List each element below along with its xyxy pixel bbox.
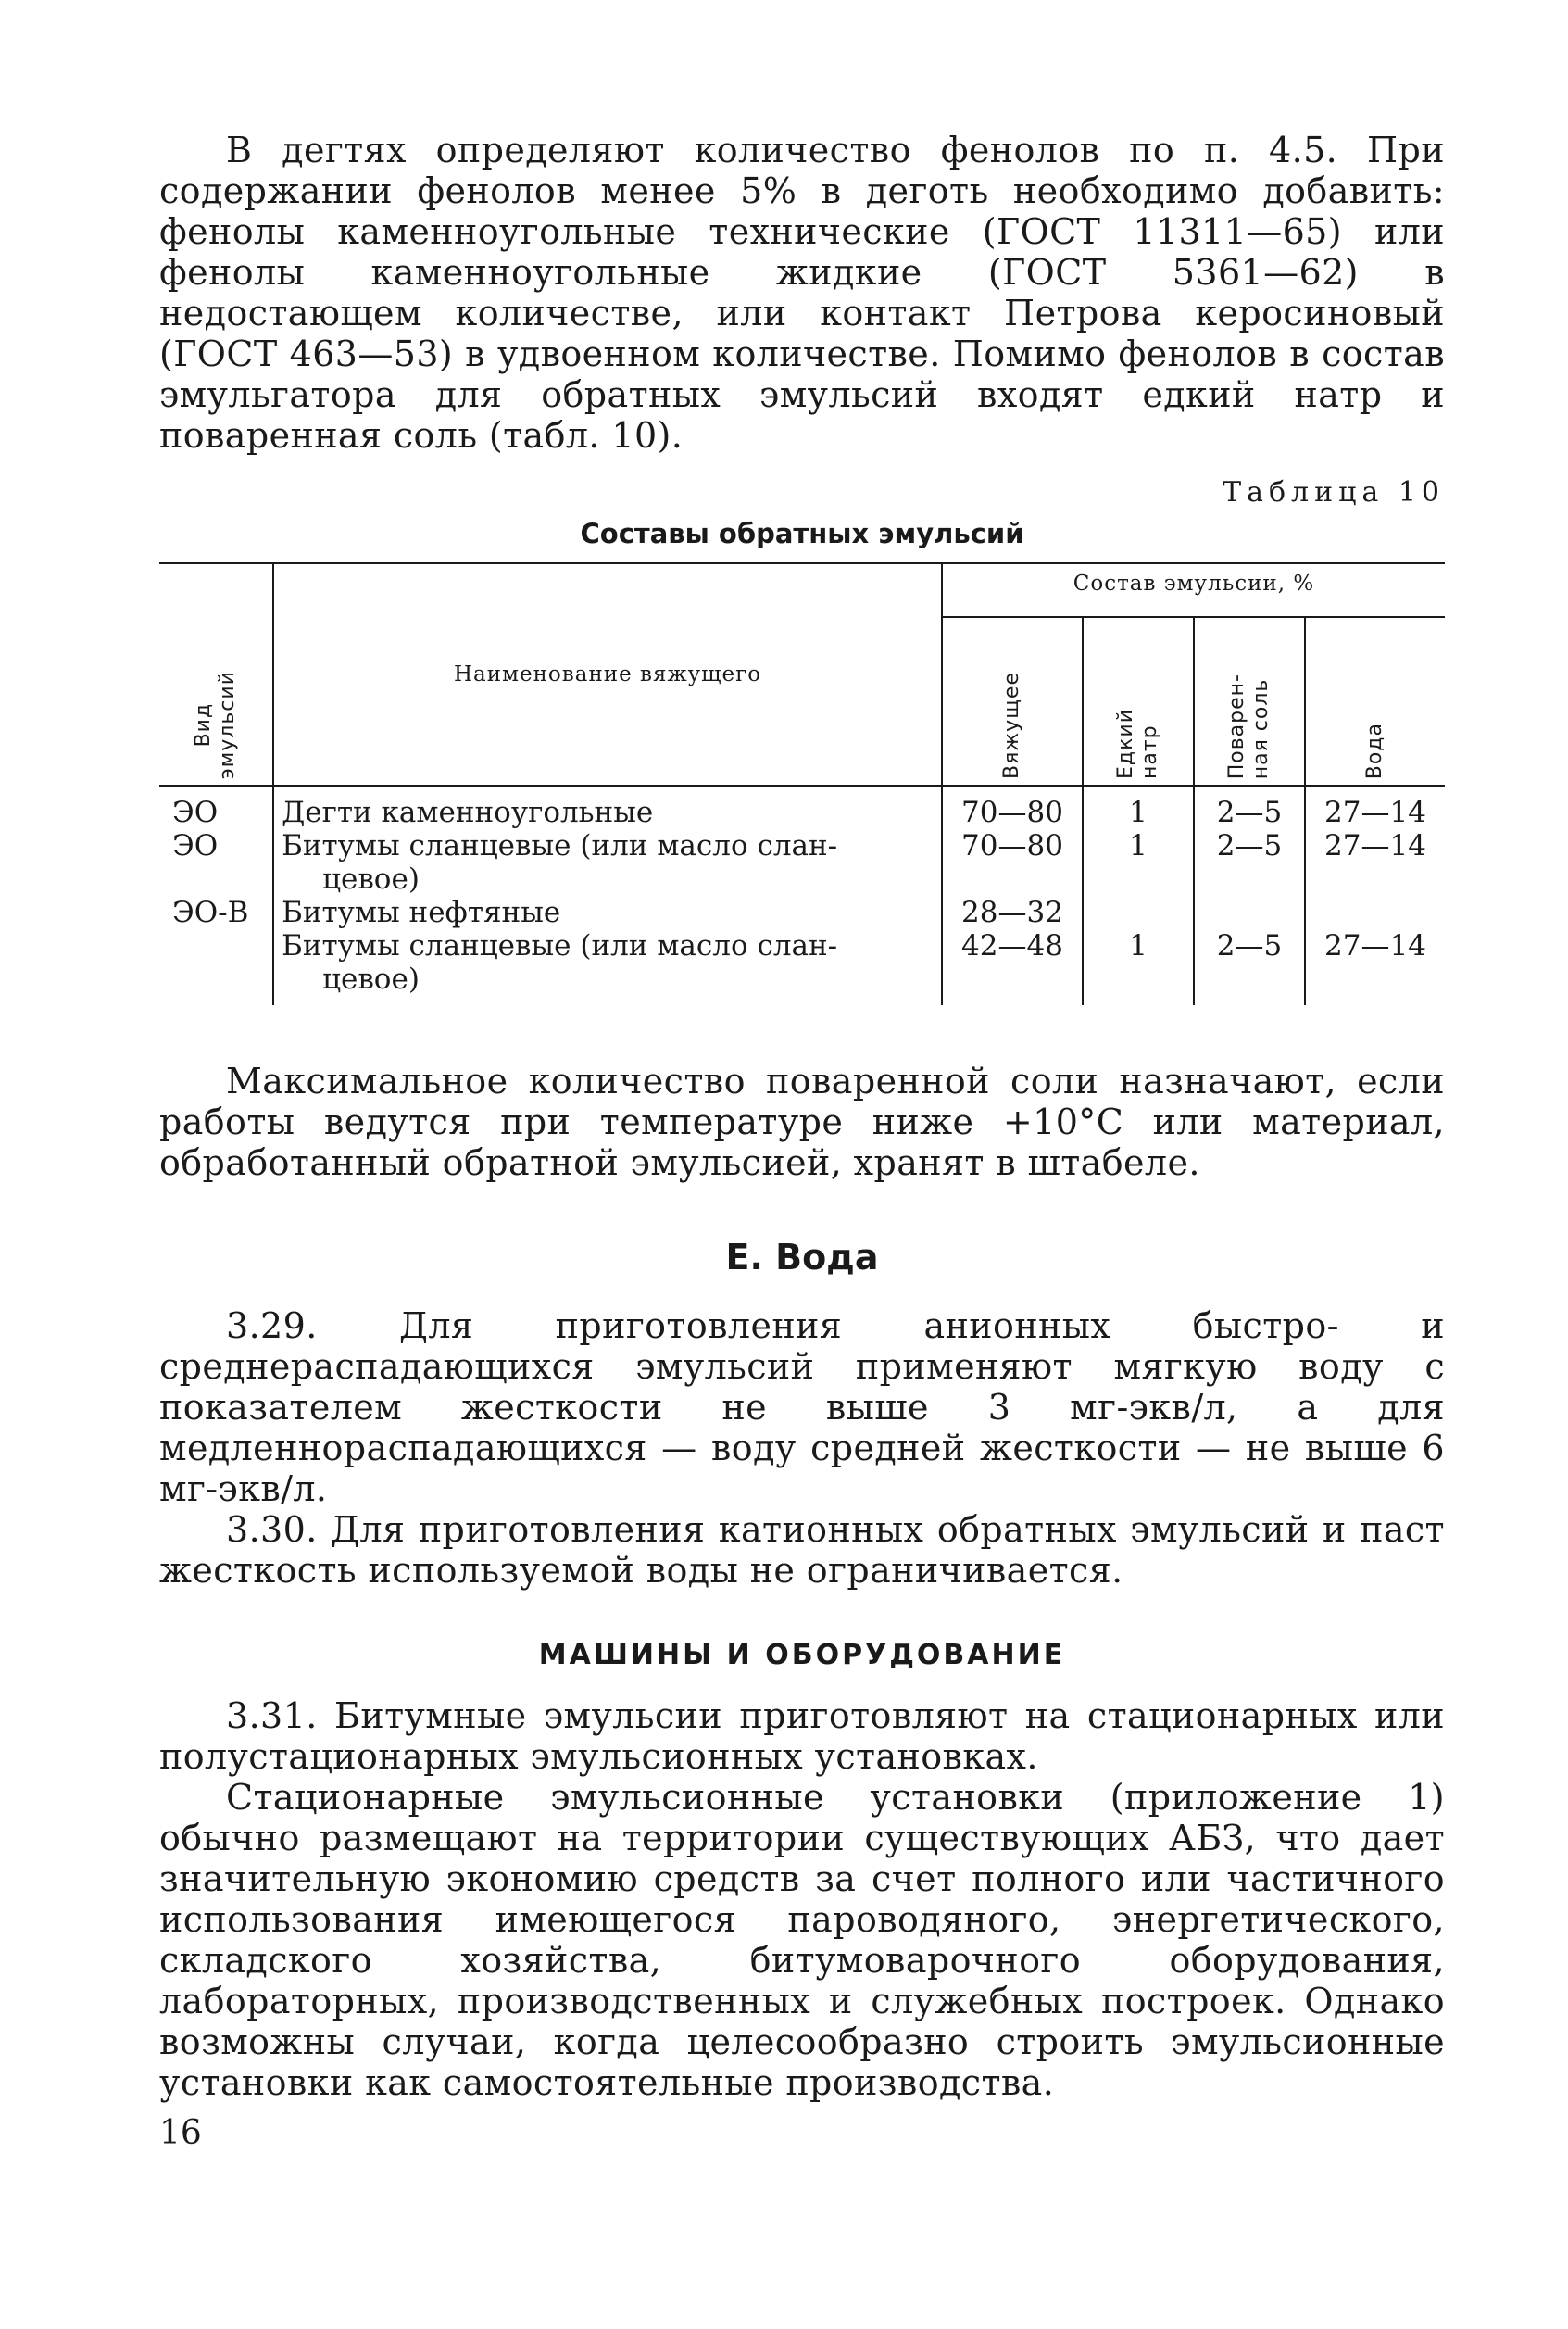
- header-salt: Поварен- ная соль: [1194, 617, 1305, 786]
- paragraph-3-29: 3.29. Для приготовления анионных быстро- и среднераспадающихся эмульсий применяют мягкую воду с показателем жесткости не выше 3 мг-экв/л, а для медленнораспадающихся — воду средней жесткости — не выше 6 мг-экв/л.: [159, 1305, 1445, 1509]
- header-composition-group: Состав эмульсии, %: [942, 563, 1445, 617]
- paragraph-salt: Максимальное количество поваренной соли назначают, если работы ведутся при температуре ниже +10°С или материал, обработанный обратной эмульсией, хранят в штабеле.: [159, 1061, 1445, 1183]
- table-row: Битумы сланцевые (или масло слан- цевое) 42—48 1 2—5 27—14: [159, 929, 1445, 996]
- header-naoh: Едкий натр: [1083, 617, 1194, 786]
- header-kind: Вид эмульсий: [159, 563, 273, 786]
- header-name: Наименование вяжущего: [273, 563, 942, 786]
- page-number: 16: [159, 2114, 202, 2152]
- table-row: ЭО Дегти каменноугольные 70—80 1 2—5 27—14: [159, 786, 1445, 829]
- table-row: ЭО-В Битумы нефтяные 28—32: [159, 896, 1445, 929]
- section-title-water: Е. Вода: [725, 1237, 879, 1278]
- paragraph-3-30: 3.30. Для приготовления катионных обратных эмульсий и паст жесткость используемой воды не ограничивается.: [159, 1509, 1445, 1591]
- table-title: Составы обратных эмульсий: [580, 518, 1024, 549]
- paragraph-stationary: Стационарные эмульсионные установки (приложение 1) обычно размещают на территории существующих АБЗ, что дает значительную экономию средств за счет полного или частичного использования имеющегося пароводяного, энергетического, складского хозяйства, битумоварочного оборудования, лабораторных, производственных и служебных построек. Однако возможны случаи, когда целесообразно строить эмульсионные установки как самостоятельные производства.: [159, 1777, 1445, 2103]
- header-binder: Вяжущее: [942, 617, 1083, 786]
- table-row: ЭО Битумы сланцевые (или масло слан- цевое) 70—80 1 2—5 27—14: [159, 829, 1445, 896]
- header-water: Вода: [1305, 617, 1445, 786]
- table-label: Таблица 10: [1223, 476, 1445, 509]
- page-content: [159, 130, 1445, 2103]
- paragraph-phenols: В дегтях определяют количество фенолов по п. 4.5. При содержании фенолов менее 5% в деготь необходимо добавить: фенолы каменноугольные технические (ГОСТ 11311—65) или фенолы каменноугольные жидкие (ГОСТ 5361—62) в недостающем количестве, или контакт Петрова керосиновый (ГОСТ 463—53) в удвоенном количестве. Помимо фенолов в состав эмульгатора для обратных эмульсий входят едкий натр и поваренная соль (табл. 10).: [159, 130, 1445, 456]
- paragraph-3-31: 3.31. Битумные эмульсии приготовляют на стационарных или полустационарных эмульсионных установках.: [159, 1695, 1445, 1777]
- emulsion-composition-table: [159, 562, 1445, 1005]
- section-title-machines: МАШИНЫ И ОБОРУДОВАНИЕ: [538, 1639, 1066, 1671]
